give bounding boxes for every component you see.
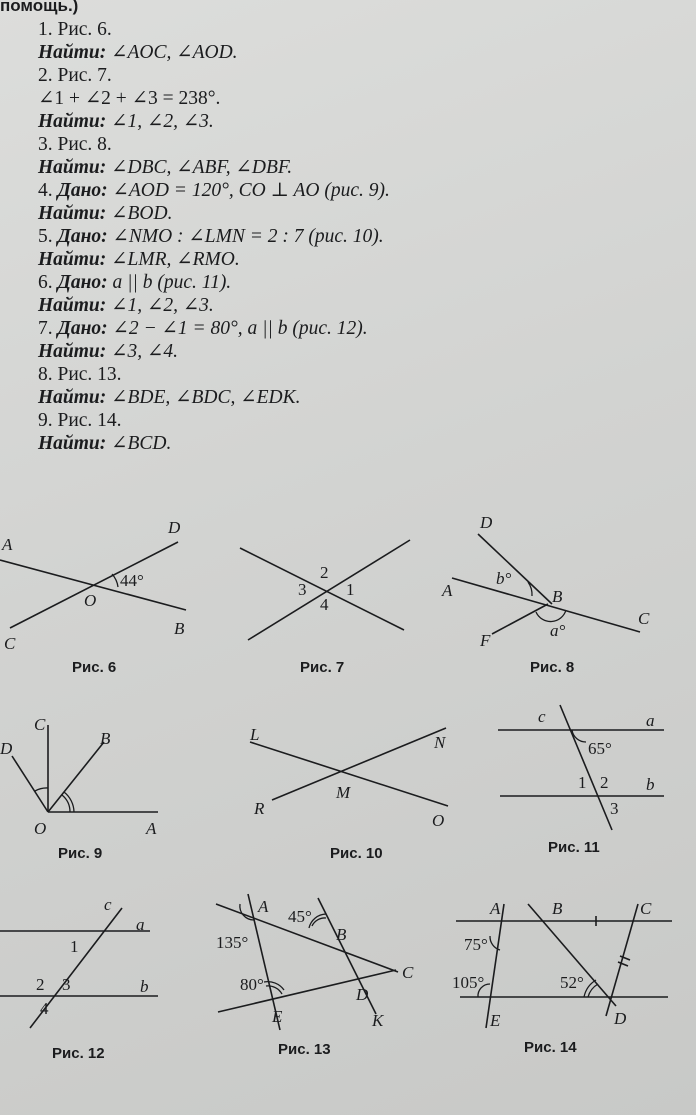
fig14-label-b: B <box>552 899 563 918</box>
fig12-angle-2: 2 <box>36 975 45 994</box>
problem-value: ∠AOC, ∠AOD. <box>106 42 238 63</box>
problem-3-line-1 <box>38 133 678 156</box>
fig10-label-n: N <box>434 733 446 752</box>
fig7-angle-2: 2 <box>320 563 329 582</box>
fig6-line-cd <box>10 542 178 628</box>
fig10-label-r: R <box>254 799 265 818</box>
problem-number: 4. <box>38 180 58 201</box>
header-fragment: помощь.) <box>0 0 79 15</box>
problem-number: 5. <box>38 226 58 247</box>
fig6-angle-arc <box>112 574 118 587</box>
problem-value: ∠LMR, ∠RMO. <box>106 249 240 270</box>
problem-value: ∠NMO : ∠LMN = 2 : 7 (рис. 10). <box>107 226 384 247</box>
fig13-caption: Рис. 13 <box>278 1041 331 1058</box>
fig14-label-c: C <box>640 899 652 918</box>
figure-10 <box>249 725 448 862</box>
fig9-arc-2 <box>64 792 74 812</box>
problem-3-line-2 <box>38 156 678 179</box>
problem-value: ∠AOD = 120°, CO ⊥ AO (рис. 9). <box>107 180 390 201</box>
fig7-line-2 <box>248 540 410 640</box>
fig8-arc-a <box>536 610 566 622</box>
fig9-label-o: O <box>34 819 47 838</box>
problem-6-line-2 <box>38 294 678 317</box>
fig12-caption: Рис. 12 <box>52 1045 105 1060</box>
fig14-line-ae <box>486 904 504 1028</box>
fig9-label-c: C <box>34 715 46 734</box>
problem-keyword: Найти: <box>38 341 107 362</box>
problem-2-line-1 <box>38 64 678 87</box>
fig6-caption: Рис. 6 <box>72 659 117 676</box>
problem-9-line-2 <box>38 432 678 455</box>
problem-value: ∠BOD. <box>106 203 173 224</box>
problem-keyword: Найти: <box>38 433 107 454</box>
fig8-angle-b: b° <box>496 569 512 588</box>
problem-value: ∠DBC, ∠ABF, ∠DBF. <box>106 157 293 178</box>
fig8-label-c: C <box>638 609 650 628</box>
figure-6 <box>0 518 186 676</box>
fig8-label-a: A <box>442 581 453 600</box>
problem-keyword: Найти: <box>38 157 107 178</box>
figure-13 <box>216 894 414 1058</box>
fig14-angle-52: 52° <box>560 973 584 992</box>
problem-5-line-1 <box>38 225 678 248</box>
figure-7 <box>240 540 410 676</box>
problem-2-line-2 <box>38 87 678 110</box>
problem-7-line-2 <box>38 340 678 363</box>
problem-value: ∠1, ∠2, ∠3. <box>106 295 214 316</box>
problem-7-line-1 <box>38 317 678 340</box>
figure-12 <box>0 895 158 1060</box>
problem-1-line-1 <box>38 18 678 41</box>
fig12-angle-3: 3 <box>62 975 71 994</box>
problem-9-line-1 <box>38 409 678 432</box>
fig13-angle-80: 80° <box>240 975 264 994</box>
problem-keyword: Дано: <box>57 180 108 201</box>
fig11-angle-65: 65° <box>588 739 612 758</box>
problem-2-line-3 <box>38 110 678 133</box>
problem-keyword: Найти: <box>38 203 107 224</box>
fig7-line-1 <box>240 548 404 630</box>
figure-9 <box>0 715 158 862</box>
fig6-label-b: B <box>174 619 185 638</box>
fig14-caption: Рис. 14 <box>524 1039 577 1056</box>
fig9-arc-3 <box>35 788 48 791</box>
fig13-angle-45: 45° <box>288 907 312 926</box>
problem-number: 6. <box>38 272 58 293</box>
figure-11 <box>498 705 664 856</box>
problem-4-line-2 <box>38 202 678 225</box>
fig10-line-rn <box>272 728 446 800</box>
fig8-label-d: D <box>480 513 493 532</box>
problem-text: 8. Рис. 13. <box>38 364 122 385</box>
problem-text: 2. Рис. 7. <box>38 65 112 86</box>
fig13-angle-135: 135° <box>216 933 249 952</box>
fig13-arc-80a <box>266 986 282 994</box>
fig7-angle-4: 4 <box>320 595 329 614</box>
problem-value: ∠3, ∠4. <box>106 341 178 362</box>
problem-text: ∠1 + ∠2 + ∠3 = 238°. <box>38 88 221 109</box>
fig7-angle-3: 3 <box>298 580 307 599</box>
fig8-ray-bd <box>478 534 552 604</box>
fig14-tick-cd-2 <box>618 962 628 966</box>
fig13-label-c: C <box>402 963 414 982</box>
fig9-ray-ob <box>48 742 104 812</box>
fig10-label-m: M <box>336 783 351 802</box>
problem-keyword: Найти: <box>38 295 107 316</box>
fig11-label-c: c <box>538 707 546 726</box>
fig9-ray-od <box>12 756 48 812</box>
fig11-label-a: a <box>646 711 655 730</box>
fig12-label-c: c <box>104 895 112 914</box>
problem-keyword: Найти: <box>38 42 107 63</box>
problem-8-line-1 <box>38 363 678 386</box>
fig8-label-b: B <box>552 587 563 606</box>
fig14-label-e: E <box>490 1011 501 1030</box>
fig9-caption: Рис. 9 <box>58 845 103 862</box>
problem-keyword: Найти: <box>38 249 107 270</box>
problem-keyword: Найти: <box>38 387 107 408</box>
problem-keyword: Дано: <box>57 226 108 247</box>
fig11-angle-3: 3 <box>610 799 619 818</box>
fig12-label-a: a <box>136 915 145 934</box>
problem-value: ∠BDE, ∠BDC, ∠EDK. <box>106 387 301 408</box>
fig6-angle-44: 44° <box>120 571 144 590</box>
fig11-angle-2: 2 <box>600 773 609 792</box>
problem-8-line-2 <box>38 386 678 409</box>
problem-list <box>38 18 678 455</box>
problem-5-line-2 <box>38 248 678 271</box>
fig14-angle-105: 105° <box>452 973 485 992</box>
problem-text: 1. Рис. 6. <box>38 19 112 40</box>
problem-1-line-2 <box>38 41 678 64</box>
fig13-label-e: E <box>272 1007 283 1026</box>
problem-keyword: Дано: <box>57 272 108 293</box>
fig8-label-f: F <box>480 631 491 650</box>
fig14-arc-52b <box>584 980 596 997</box>
fig13-label-k: K <box>372 1011 384 1030</box>
fig8-caption: Рис. 8 <box>530 659 575 676</box>
fig7-angle-1: 1 <box>346 580 355 599</box>
fig9-label-b: B <box>100 729 111 748</box>
fig9-label-a: A <box>146 819 157 838</box>
fig13-label-d: D <box>356 985 369 1004</box>
fig12-label-b: b <box>140 977 149 996</box>
fig6-label-a: A <box>2 535 13 554</box>
problem-value: ∠BCD. <box>106 433 172 454</box>
figure-14 <box>452 899 672 1056</box>
figures-area <box>0 500 696 1060</box>
problem-value: a || b (рис. 11). <box>107 272 232 293</box>
fig13-label-a: A <box>258 897 269 916</box>
problem-value: ∠1, ∠2, ∠3. <box>106 111 214 132</box>
fig11-label-b: b <box>646 775 655 794</box>
fig11-line-c <box>560 705 612 830</box>
fig8-ray-bf <box>492 604 548 634</box>
problem-text: 3. Рис. 8. <box>38 134 112 155</box>
problem-text: 9. Рис. 14. <box>38 410 122 431</box>
fig14-label-a: A <box>490 899 501 918</box>
fig7-caption: Рис. 7 <box>300 659 345 676</box>
fig6-label-c: C <box>4 634 16 653</box>
fig11-angle-1: 1 <box>578 773 587 792</box>
fig12-angle-4: 4 <box>40 999 49 1018</box>
problem-number: 7. <box>38 318 58 339</box>
fig10-label-o: O <box>432 811 445 830</box>
fig10-caption: Рис. 10 <box>330 845 383 862</box>
fig12-angle-1: 1 <box>70 937 79 956</box>
fig6-label-d: D <box>168 518 181 537</box>
fig10-label-l: L <box>250 725 260 744</box>
figure-8 <box>441 513 650 676</box>
fig14-label-d: D <box>614 1009 627 1028</box>
problem-6-line-1 <box>38 271 678 294</box>
fig14-angle-75: 75° <box>464 935 488 954</box>
fig11-caption: Рис. 11 <box>548 839 600 856</box>
fig8-angle-a: a° <box>550 621 566 640</box>
fig13-label-b: B <box>336 925 347 944</box>
problem-4-line-1 <box>38 179 678 202</box>
problem-value: ∠2 − ∠1 = 80°, a || b (рис. 12). <box>107 318 368 339</box>
problem-keyword: Найти: <box>38 111 107 132</box>
fig6-label-o: O <box>84 591 97 610</box>
problem-keyword: Дано: <box>57 318 108 339</box>
fig9-label-d: D <box>0 739 13 758</box>
